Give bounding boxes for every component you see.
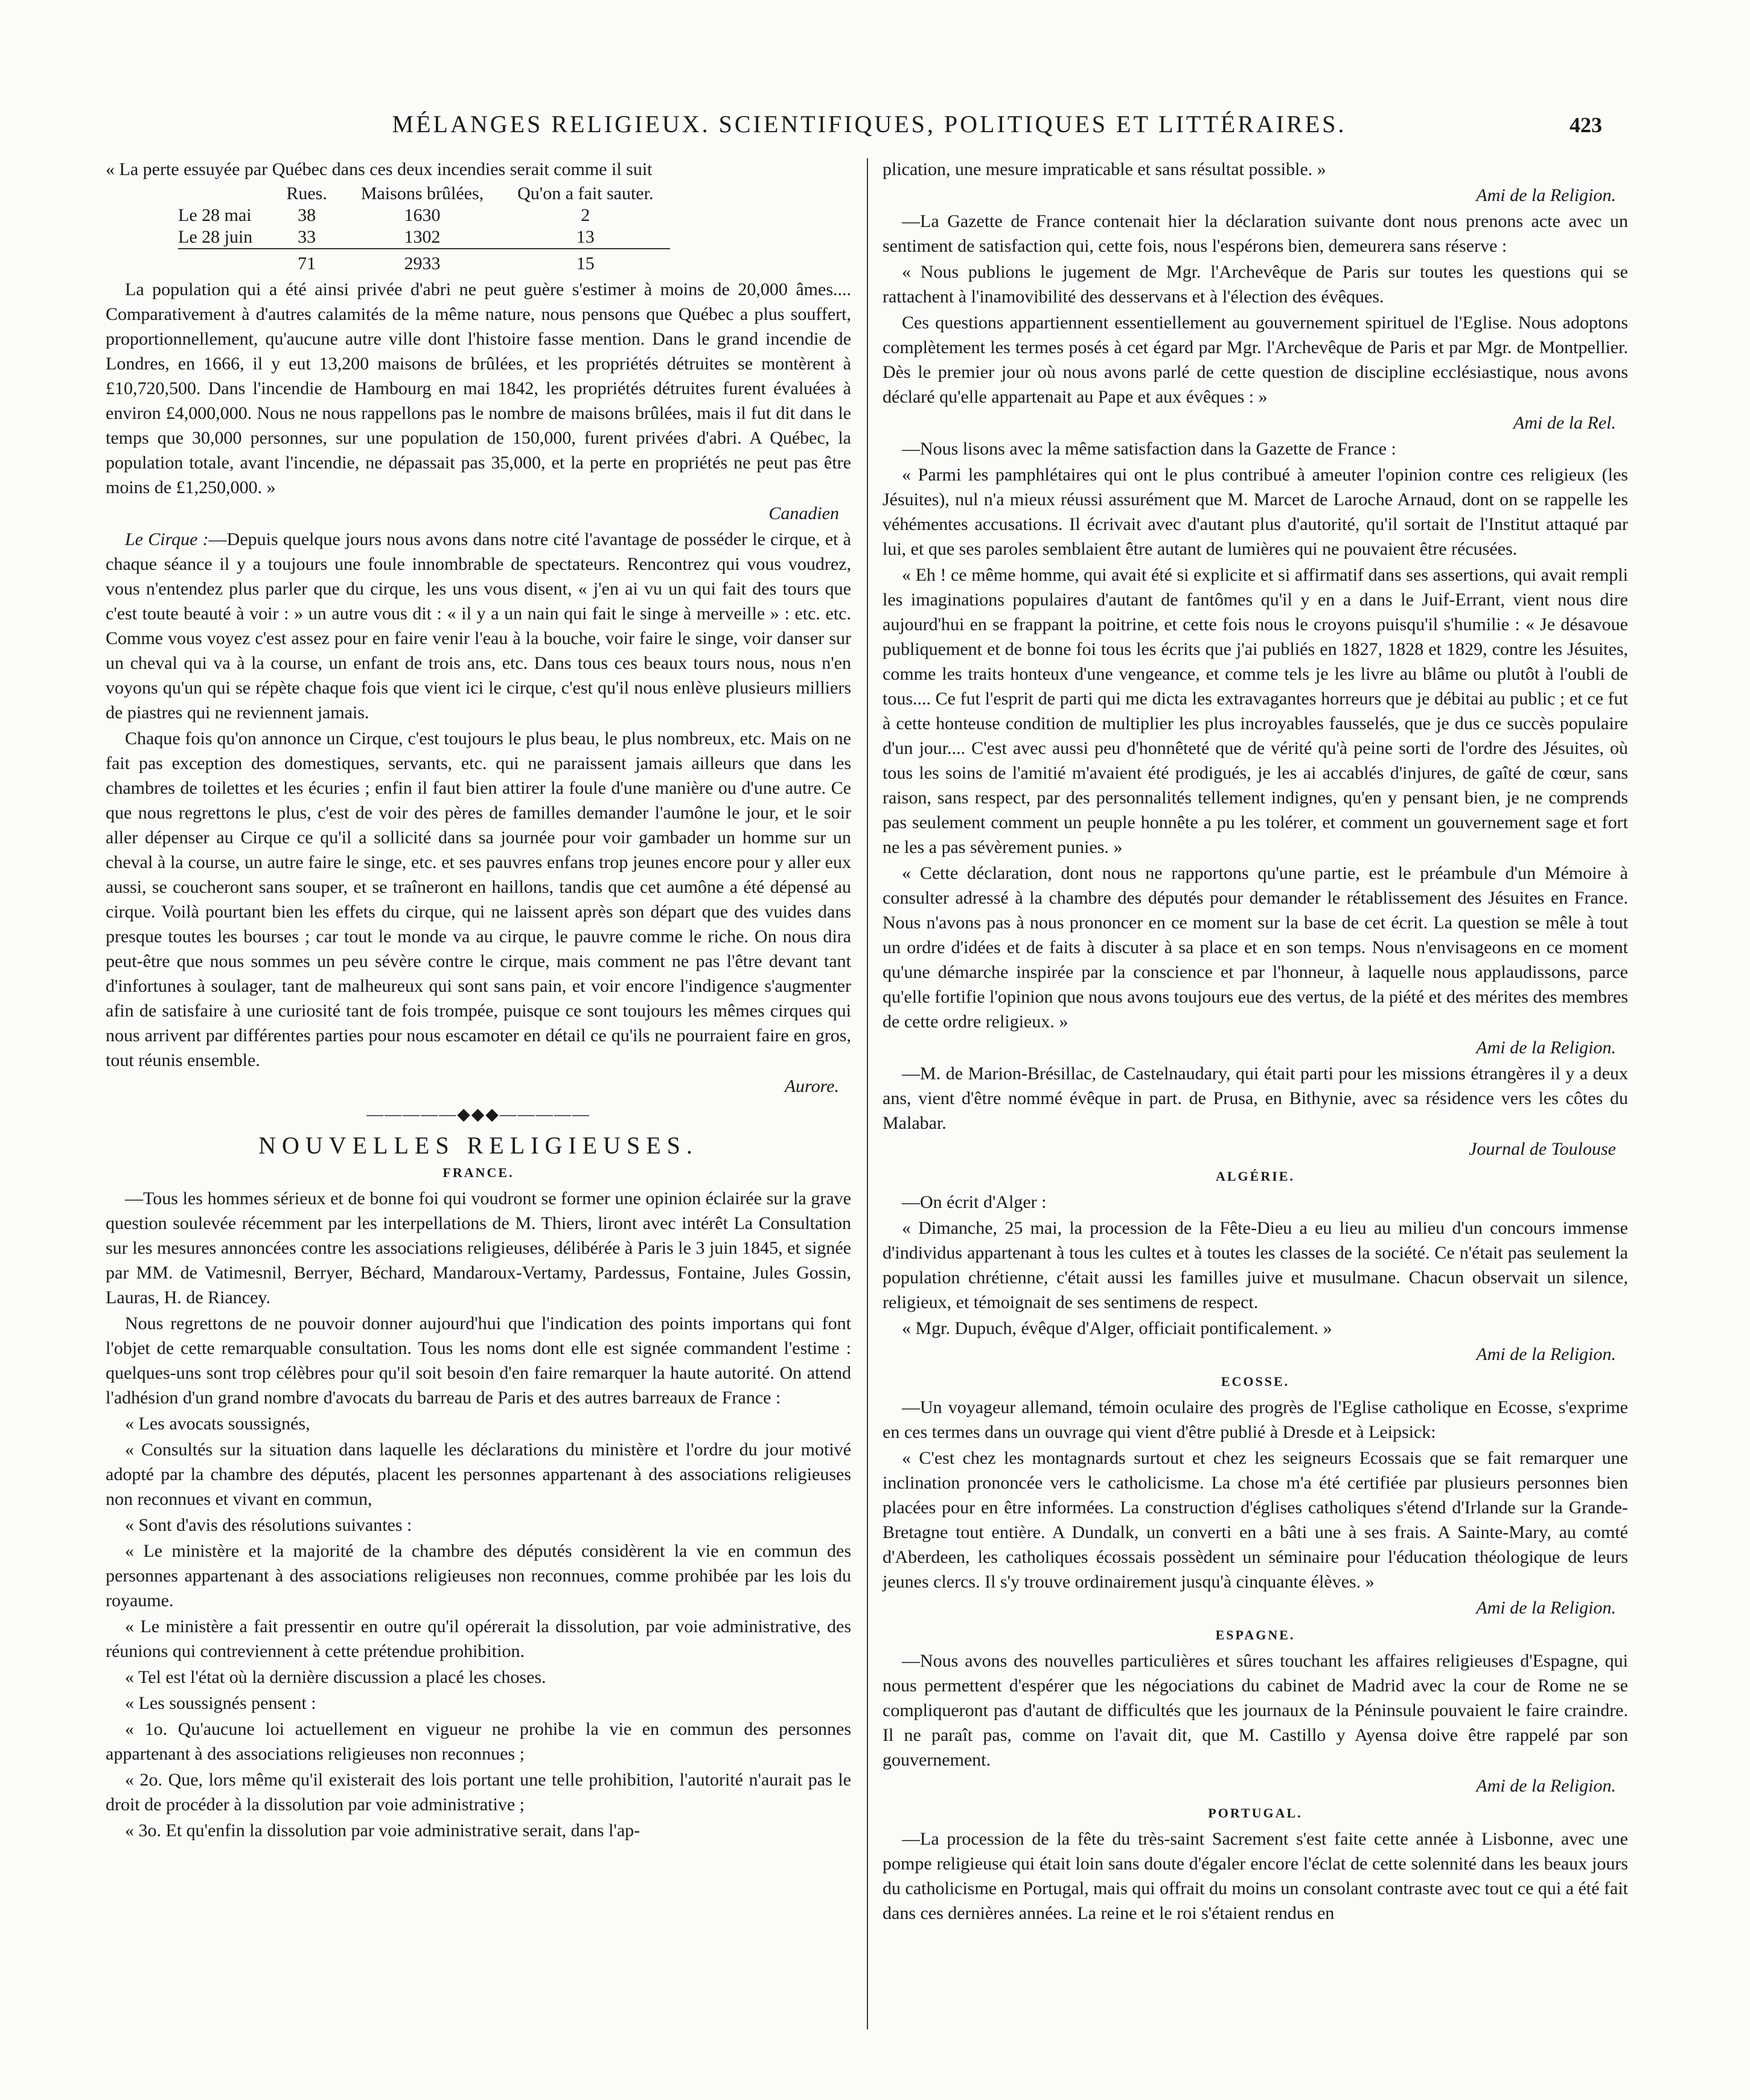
table-cell: Le 28 mai (178, 205, 252, 225)
table-cell (178, 249, 269, 275)
ecosse-paragraph: —Un voyageur allemand, témoin oculaire des progrès de l'Eglise catholique en Ecosse, s'exprime en ces termes dans un ouvrage qui vient d'être publié à Dresde et à Leipsick: (883, 1397, 1628, 1442)
consultation-quote: « Le ministère et la majorité de la chambre des députés considèrent la vie en commun des personnes appartenant à des associations religieuses non reconnues, comme prohibée par les lois du royaume. (106, 1541, 851, 1610)
country-heading: ALGÉRIE. (1216, 1169, 1295, 1184)
jesuites-paragraph: « Eh ! ce même homme, qui avait été si explicite et si affirmatif dans ses assertions, qui avait rempli les imaginations populaires d'autant de fantômes qu'il y en a dans le Juif-Errant, vient nous dire aujourd'hui en se frappant la poitrine, et cette fois nous le croyons puisqu'il s'humilie : « Je désavoue publiquement et de bonne foi tous les écrits que j'ai publiés en 1827, 1828 et 1829, contre les Jésuites, comme les traits honteux d'une vengeance, et comme tels je les livre au blâme ou plutôt à l'oubli de tous.... Ce fut l'esprit de parti qui me dicta les extravagantes horreurs que je débitai au public ; et ce fut à cette honteuse condition de multiplier les plus incroyables fausselés, que je dus ce succès populaire d'un jour.... C'est avec aussi peu d'honnêteté que de vérité qu'à peine sorti de l'ordre des Jésuites, où tous les soins de l'amitié m'avaient été prodigués, je les ai accablés d'injures, de gaîté de cœur, sans raison, sans respect, par des personnalités tellement indignes, qu'en y pensant bien, je ne comprends pas seulement comment un peuple honnête a pu les tolérer, et comment un gouvernement sage et fort ne les a pas sévèrement punies. » (883, 565, 1628, 857)
table-row (178, 205, 670, 226)
jesuites-paragraph: « Parmi les pamphlétaires qui ont le plus contribué à ameuter l'opinion contre ces religieux (les Jésuites), nul n'a mieux réussi assurément que M. Marcet de Laroche Arnaud, dont on se rappelle les véhémentes accusations. Il écrivait avec d'autant plus d'autorité, qu'il sortait de l'Institut attaqué par lui, et que ses paroles semblaient être autant de lumières qui ne pouvaient être récusées. (883, 465, 1628, 559)
consultation-quote: « Les soussignés pensent : (125, 1693, 316, 1713)
source-signature: Aurore. (784, 1076, 839, 1096)
ornament-divider: —————◆◆◆————— (366, 1105, 590, 1124)
country-heading: PORTUGAL. (1208, 1805, 1303, 1821)
running-title: MÉLANGES RELIGIEUX. SCIENTIFIQUES, POLITIQUES ET LITTÉRAIRES. (392, 110, 1347, 138)
consultation-quote: « 3o. Et qu'enfin la dissolution par voie administrative serait, dans l'ap- (125, 1821, 640, 1840)
consultation-quote: « 1o. Qu'aucune loi actuellement en vigueur ne prohibe la vie en commun des personnes appartenant à des associations religieuses non reconnues ; (106, 1719, 851, 1764)
source-signature: Ami de la Religion. (1476, 185, 1616, 205)
source-signature: Ami de la Religion. (1476, 1344, 1616, 1364)
table-cell: 33 (298, 227, 316, 247)
consultation-quote: « Les avocats soussignés, (125, 1414, 310, 1434)
gazette-paragraph: —La Gazette de France contenait hier la déclaration suivante dont nous prenons acte avec un sentiment de satisfaction qui, cette fois, nous l'espérons bien, demeurera sans réserve : (883, 211, 1628, 256)
alger-paragraph: —On écrit d'Alger : (902, 1192, 1047, 1212)
quebec-paragraph: La population qui a été ainsi privée d'abri ne peut guère s'estimer à moins de 20,000 âmes.... Comparativement à d'autres calamités de la même nature, nous pensons que Québec a plus souffert, proportionnellement, qu'aucune autre ville dont l'histoire fasse mention. Dans le grand incendie de Londres, en 1666, il y eut 13,200 maisons de brûlées, et les propriétés détruites se montèrent à £10,720,500. Dans l'incendie de Hambourg en mai 1842, les propriétés détruites furent évaluées à environ £4,000,000. Nous ne nous rappellons pas le nombre de maisons brûlées, mais il fut dit dans le temps que 30,000 personnes, sur une population de 150,000, furent privées d'abri. A Québec, la population totale, avant l'incendie, ne dépassait pas 35,000, et la perte en propriétés ne peut pas être moins de £1,250,000. » (106, 279, 851, 497)
france-paragraph: Nous regrettons de ne pouvoir donner aujourd'hui que l'indication des points importans qui font l'objet de cette remarquable consultation. Tous les noms dont elle est signée commandent l'estime : quelques-uns sont trop célèbres pour qu'il soit besoin d'en faire remarquer la haute autorité. On attend l'adhésion d'un grand nombre d'avocats du barreau de Paris et des autres barreaux de France : (106, 1313, 851, 1408)
table-cell: Le 28 juin (178, 227, 253, 247)
table-row (178, 226, 670, 249)
column-divider (867, 158, 868, 2029)
fire-losses-table (178, 183, 670, 275)
table-cell: 38 (298, 205, 316, 225)
consultation-quote: « Consultés sur la situation dans laquelle les déclarations du ministère et l'ordre du jour motivé adopté par la chambre des députés, placent les personnes appartenant à des associations religieuses non reconnues et vivant en commun, (106, 1440, 851, 1509)
gazette-paragraph: Ces questions appartiennent essentiellement au gouvernement spirituel de l'Eglise. Nous adoptons complètement les termes posés à cet égard par Mgr. l'Archevêque de Paris et par Mgr. de Montpellier. Dès le premier jour où nous avons parlé de cette question de discipline ecclésiastique, nous avons déclaré qu'elle appartenait au Pape et aux évêques : » (883, 313, 1628, 407)
table-total-row (178, 249, 670, 275)
continuation-paragraph: plication, une mesure impraticable et sans résultat possible. » (883, 159, 1326, 179)
table-cell: 71 (269, 249, 344, 275)
table-header-row (178, 183, 670, 205)
country-heading: ECOSSE. (1221, 1374, 1290, 1389)
right-column (883, 157, 1628, 1927)
country-heading: FRANCE. (442, 1165, 514, 1180)
table-cell: 13 (576, 227, 595, 247)
source-signature: Journal de Toulouse (1469, 1139, 1616, 1159)
table-header-cell: Qu'on a fait sauter. (517, 184, 654, 203)
portugal-paragraph: —La procession de la fête du très-saint Sacrement s'est faite cette année à Lisbonne, avec une pompe religieuse qui était loin sans doute d'égaler encore l'éclat de cette solennité dans les beaux jours du catholicisme en Portugal, mais qui offrait du moins un consolant contraste avec tout ce qui a été fait dans ces dernières années. La reine et le roi s'étaient rendus en (883, 1829, 1628, 1923)
consultation-quote: « 2o. Que, lors même qu'il existerait des lois portant une telle prohibition, l'autorité n'aurait pas le droit de procéder à la dissolution par voie administrative ; (106, 1770, 851, 1814)
table-cell: 1630 (404, 205, 441, 225)
gazette-paragraph: « Nous publions le jugement de Mgr. l'Archevêque de Paris sur toutes les questions qui se rattachent à l'inamovibilité des desservans et à l'élection des évêques. (883, 262, 1628, 307)
source-signature: Ami de la Religion. (1476, 1038, 1616, 1058)
consultation-quote: « Sont d'avis des résolutions suivantes : (125, 1515, 412, 1535)
gazette-paragraph: —Nous lisons avec la même satisfaction dans la Gazette de France : (902, 439, 1396, 459)
source-signature: Ami de la Rel. (1513, 413, 1616, 433)
quebec-intro: « La perte essuyée par Québec dans ces deux incendies serait comme il suit (106, 159, 653, 179)
cirque-paragraph-2: Chaque fois qu'on annonce un Cirque, c'est toujours le plus beau, le plus nombreux, etc. Mais on ne fait pas exception des domestiques, servants, etc. qui ne paraissent jamais ailleurs que dans les chambres de toilettes et les écuries ; enfin il faut bien attirer la foule d'une manière ou d'une autre. Ce que nous regrettons le plus, c'est de voir des pères de familles demander l'aumône le jour, et le soir aller dépenser au Cirque ce qu'il a sollicité dans sa journée pour voir gambader un homme sur un cheval à la course, un autre faire le singe, etc. et ses pauvres enfans trop jeunes encore pour y aller eux aussi, se coucheront sans souper, et se traîneront en haillons, tandis que cet aumône a été dépensé au cirque. Voilà pourtant bien les effets du cirque, qui ne laissent après son départ que des vuides dans presque toutes les bourses ; car tout le monde va au cirque, le pauvre comme le riche. On nous dira peut-être que nous sommes un peu sévère contre le cirque, mais comment ne pas l'être devant tant d'infortunes à soulager, tant de malheureux qui sont sans pain, et voir encore l'indigence s'augmenter afin de satisfaire à une curiosité tant de fois trompée, puisque ce sont toujours les mêmes cirques qui nous arrivent par différentes parties pour nous escamoter en détail ce qu'ils ne pourraient faire en gros, tout réunis ensemble. (106, 729, 851, 1070)
cirque-text: —Depuis quelque jours nous avons dans notre cité l'avantage de posséder le cirque, et à chaque séance il y a toujours une foule innombrable de spectateurs. Rencontrez qui vous voudrez, vous n'entendez plus parler que du cirque, les uns vous disent, « j'en ai vu un qui fait des tours que c'est toute beauté à voir : » un autre vous dit : « il y a un nain qui fait le singe à merveille » : etc. etc. Comme vous voyez c'est assez pour en faire venir l'eau à la bouche, voir faire le singe, voir danser sur un cheval qui va à la course, un enfant de trois ans, etc. Dans tous ces beaux tours nous, nous n'en voyons qu'un qui se répète chaque fois que vient ici le cirque, c'est qu'il nous enlève plusieurs milliers de piastres qui ne reviennent jamais. (106, 529, 851, 723)
table-header-cell: Maisons brûlées, (360, 184, 484, 203)
table-cell: 2933 (344, 249, 500, 275)
page-number: 423 (1570, 113, 1602, 137)
table-header-cell (178, 183, 269, 205)
alger-paragraph: « Mgr. Dupuch, évêque d'Alger, officiait pontificalement. » (902, 1318, 1332, 1338)
section-title: NOUVELLES RELIGIEUSES. (258, 1132, 698, 1159)
table-header-cell: Rues. (286, 184, 327, 203)
consultation-quote: « Tel est l'état où la dernière discussion a placé les choses. (125, 1667, 546, 1687)
source-signature: Ami de la Religion. (1476, 1598, 1616, 1618)
alger-paragraph: « Dimanche, 25 mai, la procession de la Fête-Dieu a eu lieu au milieu d'un concours immense d'individus appartenant à tous les cultes et à toutes les classes de la société. Ce n'était pas seulement la population chrétienne, c'était aussi les familles juive et musulmane. Chacun observait un silence, religieux, et témoignait de ses sentimens de respect. (883, 1218, 1628, 1312)
country-heading: ESPAGNE. (1215, 1627, 1295, 1642)
table-cell: 1302 (404, 227, 441, 247)
france-paragraph: —Tous les hommes sérieux et de bonne foi qui voudront se former une opinion éclairée sur la grave question soulevée récemment par les interpellations de M. Thiers, liront avec intérêt La Consultation sur les mesures annoncées contre les associations religieuses, délibérée à Paris le 3 juin 1845, et signée par MM. de Vatimesnil, Berryer, Béchard, Mandaroux-Vertamy, Pardessus, Fontaine, Jules Gossin, Lauras, H. de Riancey. (106, 1189, 851, 1307)
marion-paragraph: —M. de Marion-Brésillac, de Castelnaudary, qui était parti pour les missions étrangères il y a deux ans, vient d'être nommé évêque in part. de Prusa, en Bithynie, avec sa résidence vers les côtes du Malabar. (883, 1064, 1628, 1133)
espagne-paragraph: —Nous avons des nouvelles particulières et sûres touchant les affaires religieuses d'Espagne, qui nous permettent d'espérer que les négociations du cabinet de Madrid avec la cour de Rome ne se compliqueront pas d'autant de difficultés que les journaux de la Péninsule pouvaient le faire craindre. Il ne paraît pas, comme on l'avait dit, que M. Castillo y Ayensa doive être rappelé par son gouvernement. (883, 1651, 1628, 1770)
table-cell: 2 (581, 205, 590, 225)
left-column (106, 157, 851, 1844)
consultation-quote: « Le ministère a fait pressentir en outre qu'il opérerait la dissolution, par voie administrative, des réunions qui contreviennent à cette prétendue prohibition. (106, 1616, 851, 1661)
jesuites-paragraph: « Cette déclaration, dont nous ne rapportons qu'une partie, est le préambule d'un Mémoire à consulter adressé à la chambre des députés pour demander le rétablissement des Jésuites en France. Nous n'avons pas à nous prononcer en ce moment sur la base de cet écrit. La question se mêle à tout un ordre d'idées et de faits à discuter à sa place et en son temps. Nous n'envisageons en ce moment qu'une démarche inspirée par la conscience et par l'honneur, à laquelle nous applaudissons, parce qu'elle fortifie l'opinion que nous avons toujours eue des vertus, de la piété et des mérites des membres de cette ordre religieux. » (883, 863, 1628, 1032)
source-signature: Canadien (768, 503, 839, 523)
ecosse-paragraph: « C'est chez les montagnards surtout et chez les seigneurs Ecossais que se fait remarquer une inclination prononcée vers le catholicisme. La chose m'a été certifiée par plusieurs personnes bien placées pour en être informées. La construction d'églises catholiques s'étend d'Irlande sur la Grande-Bretagne tout entière. A Dundalk, un converti en a bâti une à ses frais. A Sainte-Mary, au comté d'Aberdeen, les catholiques écossais possèdent un séminaire pour l'éducation théologique de leurs jeunes clercs. Il s'y trouve ordinairement jusqu'à cinquante élèves. » (883, 1448, 1628, 1592)
source-signature: Ami de la Religion. (1476, 1776, 1616, 1796)
table-cell: 15 (500, 249, 670, 275)
cirque-title: Le Cirque : (125, 529, 209, 549)
cirque-paragraph (106, 527, 851, 725)
